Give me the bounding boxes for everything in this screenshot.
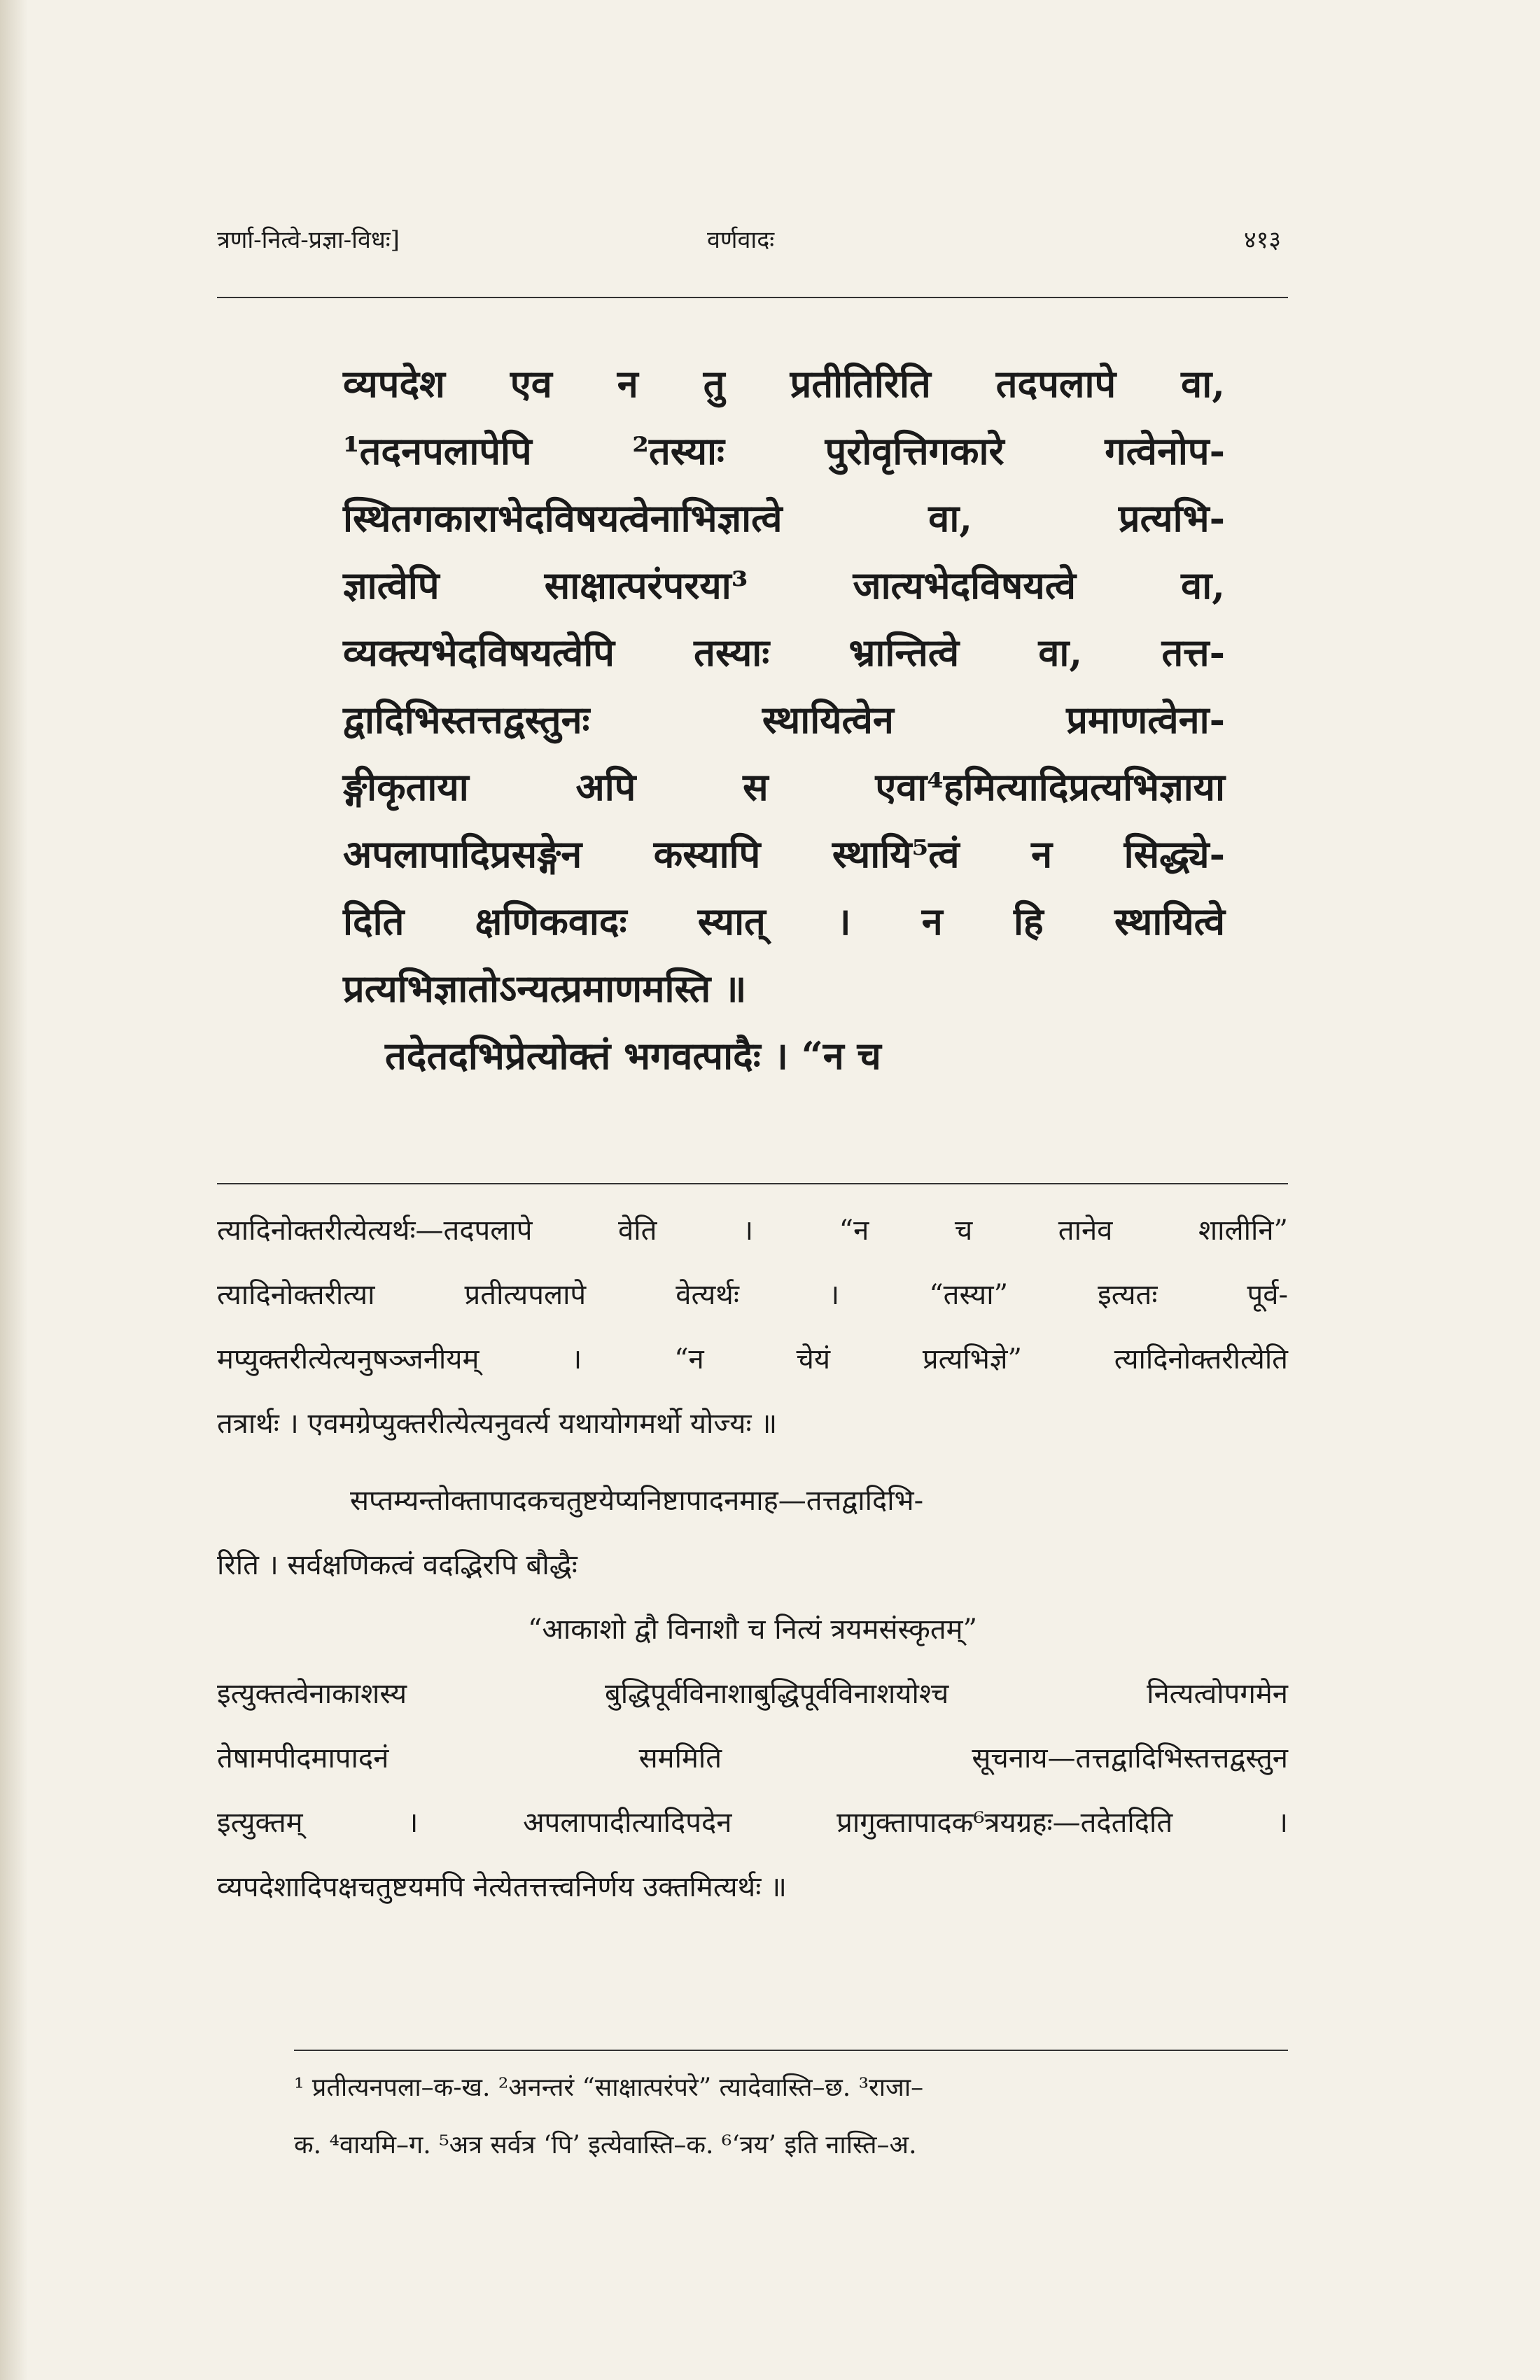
- main-text-line: प्रत्यभिज्ञातोऽन्यत्प्रमाणमस्ति ॥: [343, 966, 747, 1011]
- running-header: [217, 223, 1281, 265]
- footnote-line: क. ⁴वायमि–ग. ⁵अत्र सर्वत्र ‘पि’ इत्येवास्ति–क. ⁶‘त्रय’ इति नास्ति–अ.: [294, 2131, 917, 2160]
- footnote-line: ¹ प्रतीत्यनपला–क-ख. ²अनन्तरं “साक्षात्परंपरे” त्यादेवास्ति–छ. ³राजा–: [294, 2073, 924, 2102]
- commentary-line: इत्युक्तम् । अपलापादीत्यादिपदेन प्रागुक्तापादक⁶त्रयग्रहः—तदेतदिति ।: [217, 1807, 1288, 1839]
- commentary-separator: [217, 1183, 1288, 1184]
- commentary-block: [217, 1198, 1288, 1919]
- binding-edge: [0, 0, 28, 2380]
- footnote-separator: [294, 2050, 1288, 2051]
- main-text-line: स्थितगकाराभेदविषयत्वेनाभिज्ञात्वे वा, प्रत्यभि-: [343, 496, 1225, 540]
- main-text-line: ज्ञात्वेपि साक्षात्परंपरया³ जात्यभेदविषयत्वे वा,: [343, 563, 1225, 608]
- commentary-line: इत्युक्तत्वेनाकाशस्य बुद्धिपूर्वविनाशाबुद्धिपूर्वविनाशयोश्च नित्यत्वोपगमेन: [217, 1678, 1288, 1710]
- header-chapter-title: वर्णवादः: [707, 226, 775, 254]
- paragraph-gap: [217, 1456, 1288, 1469]
- main-text-line: व्यक्त्यभेदविषयत्वेपि तस्याः भ्रान्तित्वे वा, तत्त-: [343, 630, 1225, 675]
- commentary-line: सप्तम्यन्तोक्तापादकचतुष्टयेप्यनिष्टापादनमाह—तत्तद्वादिभि-: [350, 1485, 924, 1517]
- page-number: ४१३: [1243, 226, 1281, 254]
- main-text-line: ङ्गीकृताया अपि स एवा⁴हमित्यादिप्रत्यभिज्ञाया: [343, 764, 1225, 809]
- header-section-title: त्रर्णा-नित्वे-प्रज्ञा-विधः]: [217, 226, 400, 254]
- footnotes-block: [294, 2059, 1288, 2174]
- commentary-quote: “आकाशो द्वौ विनाशौ च नित्यं त्रयमसंस्कृतम्”: [527, 1614, 978, 1646]
- commentary-line: व्यपदेशादिपक्षचतुष्टयमपि नेत्येतत्तत्त्वनिर्णय उक्तमित्यर्थः ॥: [217, 1871, 787, 1903]
- header-rule: [217, 297, 1288, 298]
- commentary-line: तत्रार्थः । एवमग्रेप्युक्तरीत्येत्यनुवर्त्य यथायोगमर्थो योज्यः ॥: [217, 1408, 778, 1440]
- main-text-line: व्यपदेश एव न तु प्रतीतिरिति तदपलापे वा,: [343, 361, 1225, 406]
- main-text-line: अपलापादिप्रसङ्गेन कस्यापि स्थायि⁵त्वं न सिद्ध्ये-: [343, 832, 1225, 876]
- main-text-line: ¹तदनपलापेपि ²तस्याः पुरोवृत्तिगकारे गत्वेनोप-: [343, 428, 1225, 473]
- commentary-line: मप्युक्तरीत्येत्यनुषञ्जनीयम् । “न चेयं प्रत्यभिज्ञे” त्यादिनोक्तरीत्येति: [217, 1343, 1288, 1376]
- main-text-block: [343, 350, 1225, 1089]
- commentary-line: रिति । सर्वक्षणिकत्वं वदद्भिरपि बौद्धैः: [217, 1549, 578, 1581]
- main-text-line: तदेतदभिप्रेत्योक्तं भगवत्पादैः । “न च: [385, 1033, 881, 1078]
- main-text-line: दिति क्षणिकवादः स्यात् । न हि स्थायित्वे: [343, 899, 1225, 944]
- commentary-line: त्यादिनोक्तरीत्या प्रतीत्यपलापे वेत्यर्थः । “तस्या” इत्यतः पूर्व-: [217, 1279, 1288, 1311]
- commentary-line: तेषामपीदमापादनं सममिति सूचनाय—तत्तद्वादिभिस्तत्तद्वस्तुन: [217, 1742, 1288, 1774]
- commentary-line: त्यादिनोक्तरीत्येत्यर्थः—तदपलापे वेति । “न च तानेव शालीनि”: [217, 1214, 1288, 1247]
- main-text-line: द्वादिभिस्तत्तद्वस्तुनः स्थायित्वेन प्रमाणत्वेना-: [343, 697, 1225, 742]
